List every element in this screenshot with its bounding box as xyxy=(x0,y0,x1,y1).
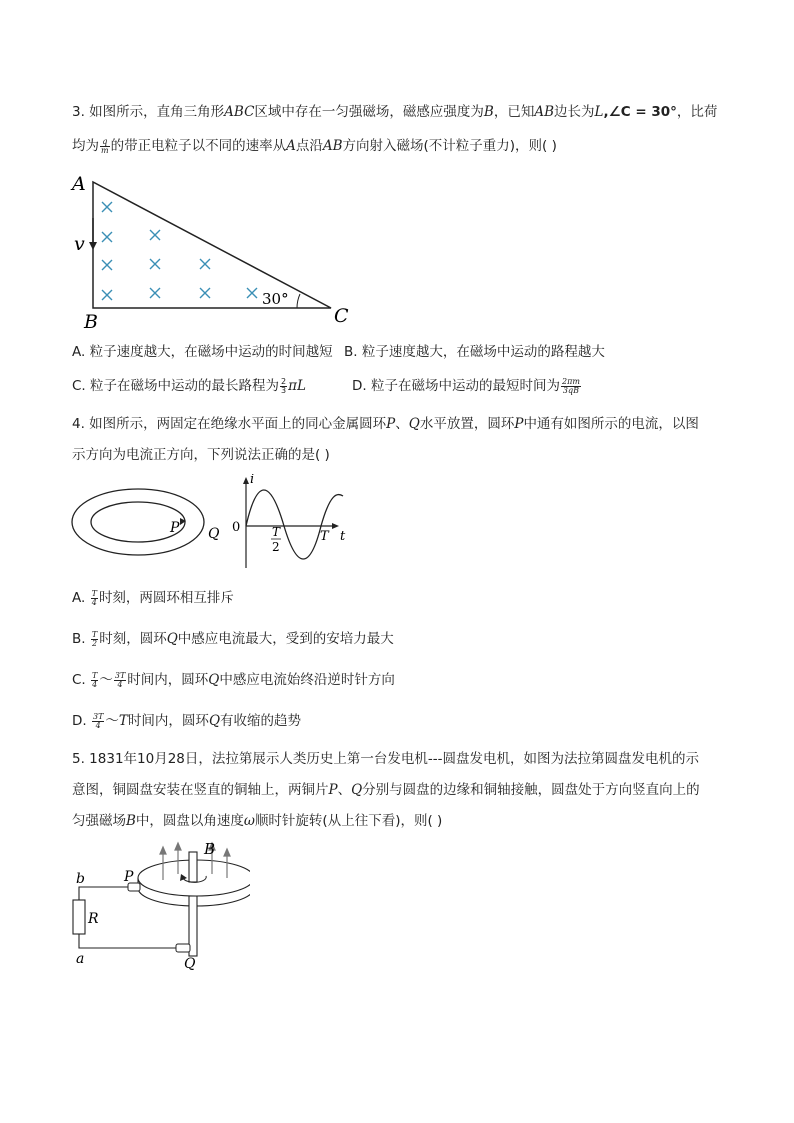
q4-figure xyxy=(66,474,356,574)
label-terminal-b: b xyxy=(76,871,85,887)
magnetic-field-crosses xyxy=(102,202,257,300)
q4-option-a[interactable]: A. $\frac{T}{4}$ 时刻，两圆环相互排斥 xyxy=(72,588,234,607)
q5-stem-line2: 意图，铜圆盘安装在竖直的铜轴上，两铜片P、Q分别与圆盘的边缘和铜轴接触，圆盘处于方向竖直向上的 xyxy=(72,782,700,798)
label-r: R xyxy=(88,911,99,927)
label-q: Q xyxy=(208,526,220,542)
q5-stem-line3: 匀强磁场B中，圆盘以角速度ω顺时针旋转(从上往下看)，则( ) xyxy=(72,813,443,829)
label-T: T xyxy=(320,529,329,544)
label-b: B xyxy=(84,311,98,333)
q3-stem-line2: 均为 $\frac{q}{m}$ 的带正电粒子以不同的速率从A点沿AB方向射入磁场(不计粒子重力)，则( ) xyxy=(72,136,557,155)
q5-disc-generator-figure xyxy=(70,838,250,973)
q3-option-d[interactable]: D. 粒子在磁场中运动的最短时间为 $\frac{2\pi m}{3qB}$ xyxy=(352,376,580,395)
label-zero: 0 xyxy=(232,520,241,535)
label-half-t-den: 2 xyxy=(272,540,280,554)
q4-option-b[interactable]: B. $\frac{T}{2}$ 时刻，圆环Q中感应电流最大，受到的安培力最大 xyxy=(72,629,394,648)
label-v: v xyxy=(74,233,85,255)
label-q: Q xyxy=(184,956,196,972)
q3-stem-line1: 3. 如图所示，直角三角形ABC区域中存在一匀强磁场，磁感应强度为B，已知AB边长为L,∠C = 30°，比荷 xyxy=(72,104,718,120)
label-a: A xyxy=(72,173,86,195)
q4-option-d[interactable]: D. $\frac{3T}{4}$ ～T时间内，圆环Q有收缩的趋势 xyxy=(72,711,302,730)
label-i: i xyxy=(250,474,255,487)
label-terminal-a: a xyxy=(76,951,85,967)
label-p: P xyxy=(124,869,134,885)
q3-option-a[interactable]: A. 粒子速度越大，在磁场中运动的时间越短 xyxy=(72,344,333,360)
q5-stem-line1: 5. 1831年10月28日，法拉第展示人类历史上第一台发电机---圆盘发电机，如图为法拉第圆盘发电机的示 xyxy=(72,751,699,767)
triangle-region xyxy=(93,182,331,308)
label-t: t xyxy=(340,529,346,544)
brush-q xyxy=(176,944,190,952)
q3-option-b[interactable]: B. 粒子速度越大，在磁场中运动的路程越大 xyxy=(344,344,605,360)
label-p: P xyxy=(170,520,180,536)
q3-triangle-figure xyxy=(68,170,358,335)
label-half-t-num: T xyxy=(272,525,281,539)
sine-curve xyxy=(246,490,343,559)
wire-b xyxy=(79,887,132,900)
q4-stem-line2: 示方向为电流正方向，下列说法正确的是( ) xyxy=(72,447,330,463)
q-over-m-fraction: $\frac{q}{m}$ xyxy=(101,136,109,155)
wire-a xyxy=(79,934,178,948)
angle-label: 30° xyxy=(262,290,289,308)
label-field-b: B xyxy=(204,840,216,858)
velocity-arrowhead xyxy=(89,242,97,250)
q4-option-c[interactable]: C. $\frac{T}{4}$ ～ $\frac{3T}{4}$ 时间内，圆环Q中感应电流始终沿逆时针方向 xyxy=(72,670,395,689)
resistor-r xyxy=(73,900,85,934)
label-c: C xyxy=(334,305,349,327)
q4-stem-line1: 4. 如图所示，两固定在绝缘水平面上的同心金属圆环P、Q水平放置，圆环P中通有如图所示的电流，以图 xyxy=(72,416,699,432)
angle-arc xyxy=(297,294,300,308)
q3-option-c[interactable]: C. 粒子在磁场中运动的最长路程为 $\frac{2}{3}$ πL xyxy=(72,376,306,395)
